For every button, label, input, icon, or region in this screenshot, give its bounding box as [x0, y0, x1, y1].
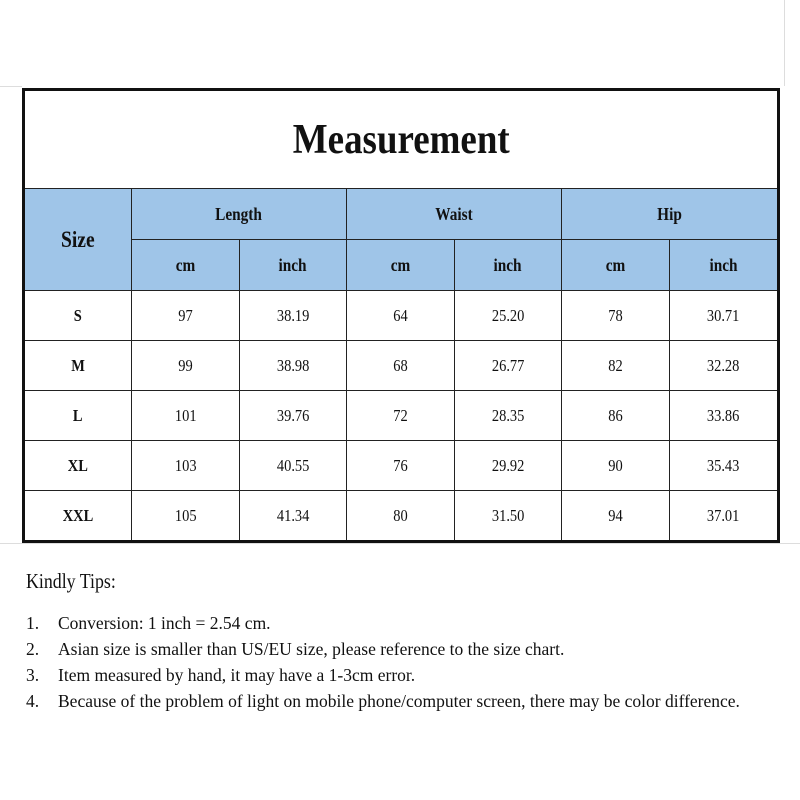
- tips-title: Kindly Tips:: [26, 569, 116, 593]
- value-cell: 28.35: [455, 391, 562, 441]
- value-cell: 78: [562, 291, 670, 341]
- value-cell: 31.50: [455, 491, 562, 542]
- size-header: Size: [24, 189, 132, 291]
- value-cell: 40.55: [240, 441, 347, 491]
- size-cell: L: [24, 391, 132, 441]
- divider-right: [784, 0, 785, 86]
- value-cell: 94: [562, 491, 670, 542]
- value-cell: 64: [347, 291, 455, 341]
- value-cell: 33.86: [670, 391, 779, 441]
- value-cell: 82: [562, 341, 670, 391]
- unit-header: inch: [670, 240, 779, 291]
- value-cell: 101: [132, 391, 240, 441]
- unit-header: cm: [562, 240, 670, 291]
- table-row: [24, 291, 779, 341]
- divider-top: [0, 86, 22, 87]
- unit-header: cm: [132, 240, 240, 291]
- value-cell: 39.76: [240, 391, 347, 441]
- size-cell: S: [24, 291, 132, 341]
- size-cell: XXL: [24, 491, 132, 542]
- unit-header: inch: [455, 240, 562, 291]
- table-title: Measurement: [24, 90, 779, 189]
- value-cell: 86: [562, 391, 670, 441]
- size-cell: XL: [24, 441, 132, 491]
- tips-list: [26, 610, 746, 714]
- value-cell: 99: [132, 341, 240, 391]
- unit-header: inch: [240, 240, 347, 291]
- value-cell: 29.92: [455, 441, 562, 491]
- value-cell: 68: [347, 341, 455, 391]
- size-chart-table: [22, 88, 780, 543]
- hip-header: Hip: [562, 189, 779, 240]
- divider-bottom: [0, 543, 800, 544]
- value-cell: 25.20: [455, 291, 562, 341]
- table-row: [24, 491, 779, 542]
- value-cell: 76: [347, 441, 455, 491]
- unit-header: cm: [347, 240, 455, 291]
- tip-item: 1. Conversion: 1 inch = 2.54 cm.: [26, 613, 271, 633]
- value-cell: 32.28: [670, 341, 779, 391]
- table-row: [24, 341, 779, 391]
- value-cell: 35.43: [670, 441, 779, 491]
- size-cell: M: [24, 341, 132, 391]
- value-cell: 41.34: [240, 491, 347, 542]
- value-cell: 80: [347, 491, 455, 542]
- waist-header: Waist: [347, 189, 562, 240]
- tip-item: 3. Item measured by hand, it may have a 1-3cm error.: [26, 665, 416, 685]
- value-cell: 30.71: [670, 291, 779, 341]
- value-cell: 26.77: [455, 341, 562, 391]
- length-header: Length: [132, 189, 347, 240]
- table-row: [24, 441, 779, 491]
- value-cell: 37.01: [670, 491, 779, 542]
- value-cell: 38.19: [240, 291, 347, 341]
- value-cell: 72: [347, 391, 455, 441]
- value-cell: 38.98: [240, 341, 347, 391]
- value-cell: 105: [132, 491, 240, 542]
- value-cell: 97: [132, 291, 240, 341]
- table-row: [24, 391, 779, 441]
- tip-item: 2. Asian size is smaller than US/EU size, please reference to the size chart.: [26, 639, 565, 659]
- value-cell: 90: [562, 441, 670, 491]
- value-cell: 103: [132, 441, 240, 491]
- tip-item: 4. Because of the problem of light on mobile phone/computer screen, there may be color difference.: [26, 691, 740, 711]
